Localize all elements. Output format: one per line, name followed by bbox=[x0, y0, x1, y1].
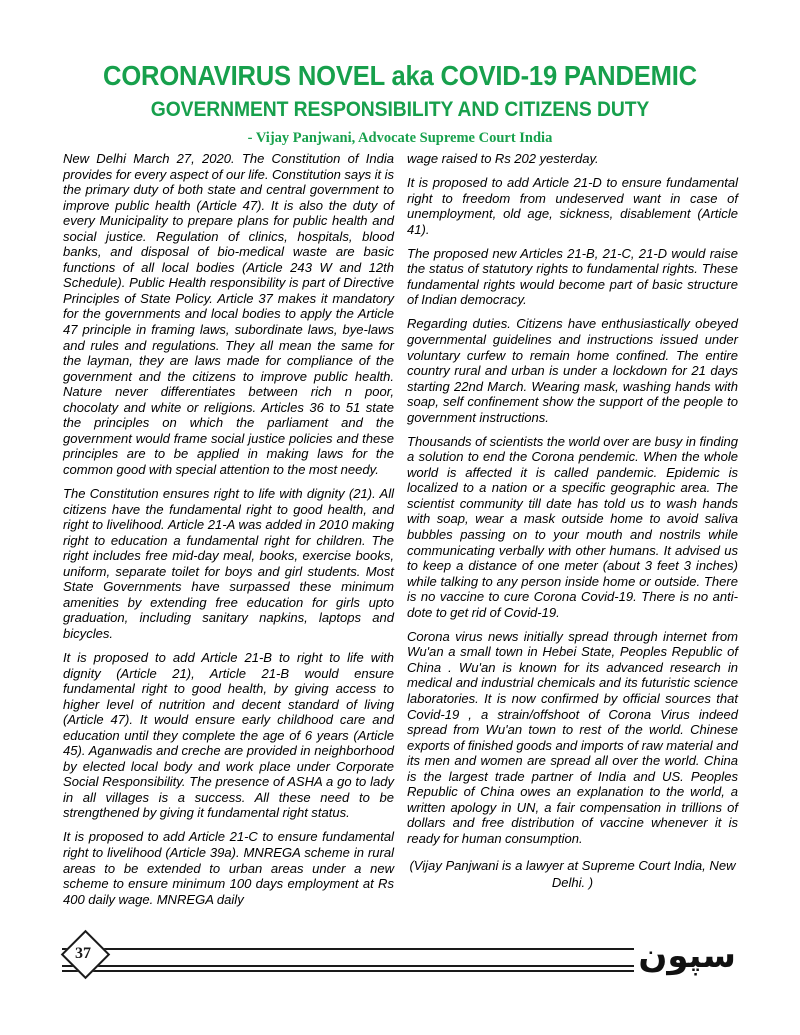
page-number: 37 bbox=[75, 945, 91, 962]
paragraph: Thousands of scientists the world over are busy in finding a solution to end the Corona pendemic. When the whole world is affected it is called pandemic. Epidemic is localized to a nation or a specific geographic area. The scientist community till date has told us to wash hands with soap, wear a mask outside home to avoid saliva bubbles passing on to your mouth and nostrils while communicating verbally with other humans. It advised us to keep a distance of one meter (about 3 feet 3 inches) while talking to any person inside home or outside. There is no vaccine to cure Corona Covid-19. There is no anti-dote to get rid of Covid-19. bbox=[407, 433, 738, 620]
paragraph: New Delhi March 27, 2020. The Constitution of India provides for every aspect of our life. Constitution says it is the primary duty of both state and central government to improve public health (Article 47). It is also the duty of every Municipality to prepare plans for public health and social justice. Regulation of clinics, hospitals, blood banks, and disposal of bio-medical waste are basic functions of all local bodies (Article 243 W and 12th Schedule). Public Health responsibility is part of Directive Principles of State Policy. Article 37 makes it mandatory for the governments and local bodies to apply the Article 47 principle in framing laws, subordinate laws, bye-laws and rules and regulations. They all mean the same for the layman, they are laws made for compliance of the government and the citizens to improve public health. Nature never differentiates between rich n poor, chocolaty and white or religions. Articles 36 to 51 state the principles on which the parliament and the government would frame social justice policies and these principles are to be applied in making laws for the common good with special attention to the most needy. bbox=[63, 151, 394, 477]
paragraph: The proposed new Articles 21-B, 21-C, 21-D would raise the status of statutory rights to fundamental rights. These fundamental rights would become part of basic structure of Indian democracy. bbox=[407, 245, 738, 308]
masthead bbox=[0, 62, 800, 145]
paragraph: Regarding duties. Citizens have enthusiastically obeyed governmental guidelines and instructions issued under voluntary curfew to remain home confined. The entire country rural and urban is under a lockdown for 21 days starting 22nd March. Wearing mask, washing hands with soap, self confinement show the support of the people to government instructions. bbox=[407, 316, 738, 425]
page-title: CORONAVIRUS NOVEL aka COVID-19 PANDEMIC bbox=[103, 60, 697, 91]
author-byline: - Vijay Panjwani, Advocate Supreme Court India bbox=[247, 129, 553, 146]
right-column bbox=[407, 151, 738, 923]
paragraph: It is proposed to add Article 21-C to ensure fundamental right to livelihood (Article 39a). MNREGA scheme in rural areas to be extended to urban areas under a new scheme to ensure minimum 100 days employment at Rs 400 daily wage. MNREGA daily bbox=[63, 829, 394, 907]
magazine-masthead-script: سپون bbox=[634, 934, 740, 978]
page-subtitle: GOVERNMENT RESPONSIBILITY AND CITIZENS DUTY bbox=[150, 97, 650, 121]
left-column bbox=[63, 151, 394, 923]
page-footer bbox=[0, 938, 800, 998]
paragraph: It is proposed to add Article 21-B to right to life with dignity (Article 21), Article 21-B would ensure fundamental right to good health, by giving access to higher level of nutrition and decent standard of living (Article 47). It would ensure early childhood care and education until they complete the age of 6 years (Article 45). Aganwadis and creche are provided in neighborhood by elected local body and work place under Corporate Social Responsibility. The presence of ASHA a go to lady in all villages is a success. All these need to be strengthened by giving it fundamental right status. bbox=[63, 649, 394, 821]
article-body bbox=[63, 151, 739, 923]
paragraph: Corona virus news initially spread through internet from Wu'an a small town in Hebei State, Peoples Republic of China . Wu'an is known for its advanced research in medical and industrial chemicals and its futuristic science laboratories. It is now confirmed by official sources that Covid-19 , a strain/offshoot of Corona Virus indeed spread from Wu'an town to rest of the world. Chinese exports of finished goods and imports of raw material and its men and women are spread all over the world. China is the largest trade partner of India and US. Peoples Republic of China owes an explanation to the world, a written apology in UN, a fair compensation in trillions of dollars and free distribution of vaccine whenever it is ready for human consumption. bbox=[407, 628, 738, 846]
paragraph: It is proposed to add Article 21-D to ensure fundamental right to freedom from undeserved want in case of unemployment, old age, sickness, disablement (Article 41). bbox=[407, 175, 738, 237]
paragraph: wage raised to Rs 202 yesterday. bbox=[407, 151, 599, 166]
closing-note: (Vijay Panjwani is a lawyer at Supreme Court India, New Delhi. ) bbox=[409, 858, 736, 890]
page-number-marker bbox=[61, 938, 105, 982]
paragraph: The Constitution ensures right to life with dignity (21). All citizens have the fundamental right to good health, and right to livelihood. Article 21-A was added in 2010 making right to education a fundamental right for children. The right includes free mid-day meal, books, exercise books, uniform, separate toilet for boys and girl students. Most State Governments have surpassed these minimum amenities by extending free education for girls upto graduation, including sanitary napkins, laptops and bicycles. bbox=[63, 485, 394, 641]
